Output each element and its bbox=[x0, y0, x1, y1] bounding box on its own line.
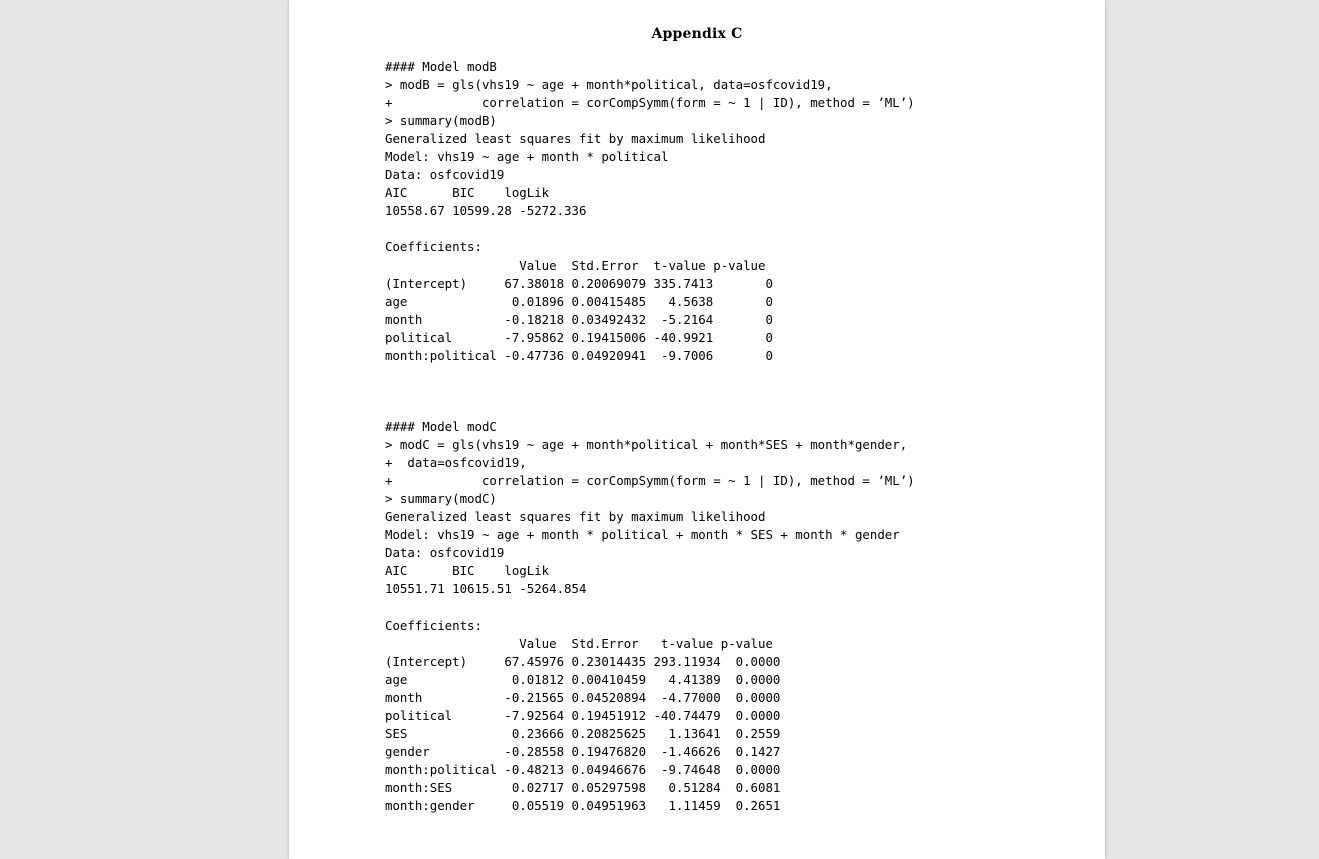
coefficient-row: month:political -0.48213 0.04946676 -9.74648 0.0000 bbox=[385, 761, 781, 777]
coefficients-header-row: Value Std.Error t-value p-value bbox=[385, 257, 766, 273]
code-line: Generalized least squares fit by maximum likelihood bbox=[385, 509, 766, 525]
page-title: Appendix C bbox=[651, 26, 743, 42]
document-page bbox=[289, 0, 1105, 859]
code-line: > summary(modB) bbox=[385, 113, 497, 129]
coefficient-row: month:SES 0.02717 0.05297598 0.51284 0.6081 bbox=[385, 779, 781, 795]
code-line: Coefficients: bbox=[385, 617, 482, 633]
code-line: > modB = gls(vhs19 ~ age + month*political, data=osfcovid19, bbox=[385, 77, 833, 93]
code-line: > summary(modC) bbox=[385, 491, 497, 507]
coefficient-row: age 0.01896 0.00415485 4.5638 0 bbox=[385, 293, 773, 309]
code-line: + correlation = corCompSymm(form = ~ 1 | ID), method = ’ML’) bbox=[385, 95, 915, 111]
code-line: #### Model modC bbox=[385, 419, 497, 434]
coefficient-row: month:political -0.47736 0.04920941 -9.7006 0 bbox=[385, 347, 773, 363]
code-line: 10551.71 10615.51 -5264.854 bbox=[385, 581, 587, 597]
coefficient-row: (Intercept) 67.38018 0.20069079 335.7413 0 bbox=[385, 275, 773, 291]
coefficient-row: SES 0.23666 0.20825625 1.13641 0.2559 bbox=[385, 725, 781, 741]
coefficient-row: political -7.92564 0.19451912 -40.74479 0.0000 bbox=[385, 707, 781, 723]
code-line: Data: osfcovid19 bbox=[385, 167, 505, 183]
coefficient-row: month -0.18218 0.03492432 -5.2164 0 bbox=[385, 311, 773, 327]
code-line: + data=osfcovid19, bbox=[385, 455, 527, 471]
coefficient-row: month -0.21565 0.04520894 -4.77000 0.0000 bbox=[385, 689, 781, 705]
code-line bbox=[385, 220, 915, 238]
coefficient-row: month:gender 0.05519 0.04951963 1.11459 0.2651 bbox=[385, 797, 781, 813]
coefficient-row: gender -0.28558 0.19476820 -1.46626 0.1427 bbox=[385, 743, 781, 759]
code-line: Model: vhs19 ~ age + month * political bbox=[385, 149, 669, 165]
coefficient-row: (Intercept) 67.45976 0.23014435 293.11934 0.0000 bbox=[385, 653, 781, 669]
code-line: + correlation = corCompSymm(form = ~ 1 | ID), method = ’ML’) bbox=[385, 473, 915, 489]
code-line: AIC BIC logLik bbox=[385, 563, 550, 579]
code-line: AIC BIC logLik bbox=[385, 185, 550, 201]
code-line: 10558.67 10599.28 -5272.336 bbox=[385, 203, 587, 219]
coefficient-row: political -7.95862 0.19415006 -40.9921 0 bbox=[385, 329, 773, 345]
code-line: Data: osfcovid19 bbox=[385, 545, 505, 561]
code-line: Generalized least squares fit by maximum likelihood bbox=[385, 131, 766, 147]
code-line: Model: vhs19 ~ age + month * political + month * SES + month * gender bbox=[385, 527, 900, 543]
code-line bbox=[385, 598, 915, 616]
code-line: > modC = gls(vhs19 ~ age + month*political + month*SES + month*gender, bbox=[385, 437, 908, 453]
model-c-code-block bbox=[385, 418, 915, 815]
code-line: #### Model modB bbox=[385, 59, 497, 74]
model-b-code-block bbox=[385, 58, 915, 365]
code-line: Coefficients: bbox=[385, 239, 482, 255]
coefficient-row: age 0.01812 0.00410459 4.41389 0.0000 bbox=[385, 671, 781, 687]
coefficients-header-row: Value Std.Error t-value p-value bbox=[385, 635, 773, 651]
